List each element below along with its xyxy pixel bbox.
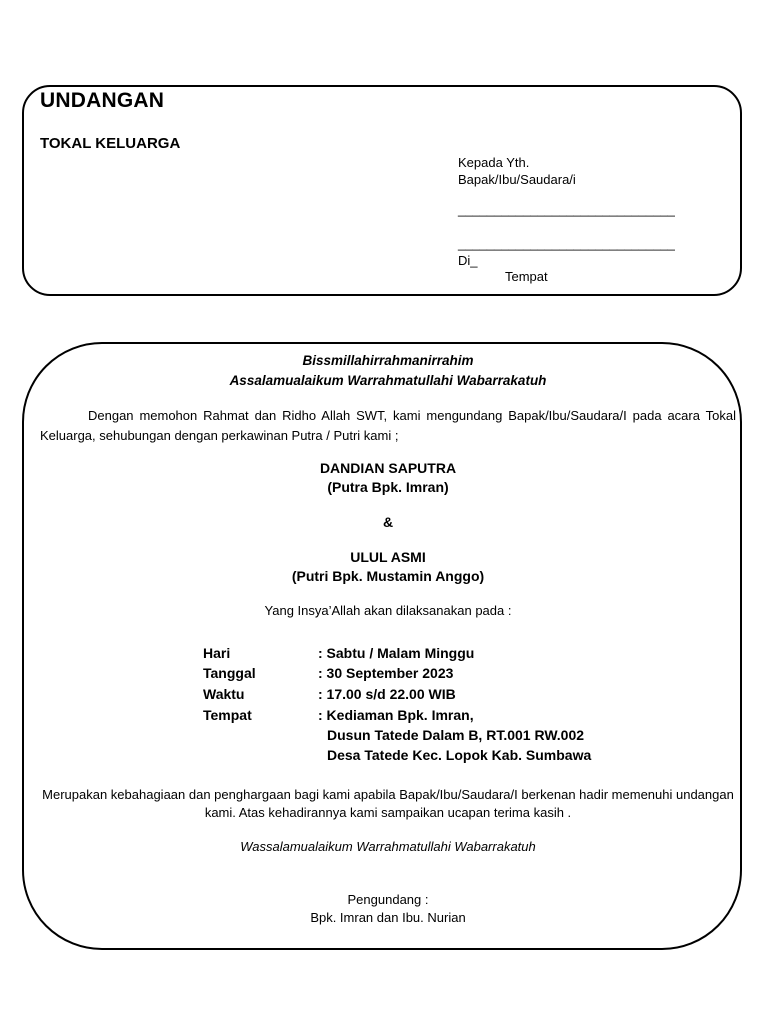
venue-value: : Kediaman Bpk. Imran, — [318, 707, 474, 723]
venue-label: Tempat — [203, 707, 252, 723]
date-label: Tanggal — [203, 665, 256, 681]
document-title: UNDANGAN — [40, 89, 165, 112]
host-label: Pengundang : — [347, 892, 429, 907]
recipient-place: Tempat — [505, 269, 548, 284]
event-lead-in: Yang Insya’Allah akan dilaksanakan pada : — [264, 603, 512, 618]
day-value: : Sabtu / Malam Minggu — [318, 645, 475, 661]
groom-name: DANDIAN SAPUTRA — [319, 460, 457, 476]
groom-parent: (Putra Bpk. Imran) — [327, 479, 449, 495]
bismillah-heading: Bissmillahirrahmanirrahim — [302, 353, 474, 368]
recipient-di: Di_ — [458, 253, 478, 268]
recipient-salutation: Kepada Yth. — [458, 155, 530, 170]
bride-name: ULUL ASMI — [350, 549, 426, 565]
closing-paragraph: Merupakan kebahagiaan dan penghargaan bagi kami apabila Bapak/Ibu/Saudara/I berkenan hadir memenuhi undangan kami. Atas kehadirannya kami sampaikan ucapan terima kasih . — [42, 787, 734, 820]
date-value: : 30 September 2023 — [318, 665, 454, 681]
intro-paragraph: Dengan memohon Rahmat dan Ridho Allah SWT, kami mengundang Bapak/Ibu/Saudara/I pada acara Tokal Keluarga, sehubungan dengan perkawinan Putra / Putri kami ; — [40, 408, 736, 443]
day-label: Hari — [203, 645, 231, 661]
bride-parent: (Putri Bpk. Mustamin Anggo) — [291, 568, 485, 584]
event-subtitle: TOKAL KELUARGA — [40, 135, 181, 152]
envelope-frame — [22, 85, 742, 296]
host-names: Bpk. Imran dan Ibu. Nurian — [310, 910, 466, 925]
venue-region-line: Desa Tatede Kec. Lopok Kab. Sumbawa — [327, 747, 592, 763]
recipient-address-line: ______________________________ — [458, 236, 675, 251]
salam-heading: Assalamualaikum Warrahmatullahi Wabarrakatuh — [229, 373, 547, 388]
time-value: : 17.00 s/d 22.00 WIB — [318, 686, 456, 702]
recipient-title: Bapak/Ibu/Saudara/i — [458, 172, 576, 187]
time-label: Waktu — [203, 686, 245, 702]
wassalam-line: Wassalamualaikum Warrahmatullahi Wabarrakatuh — [240, 839, 536, 854]
venue-address-line: Dusun Tatede Dalam B, RT.001 RW.002 — [327, 727, 585, 743]
ampersand: & — [382, 514, 394, 530]
recipient-name-line: ______________________________ — [458, 202, 675, 217]
